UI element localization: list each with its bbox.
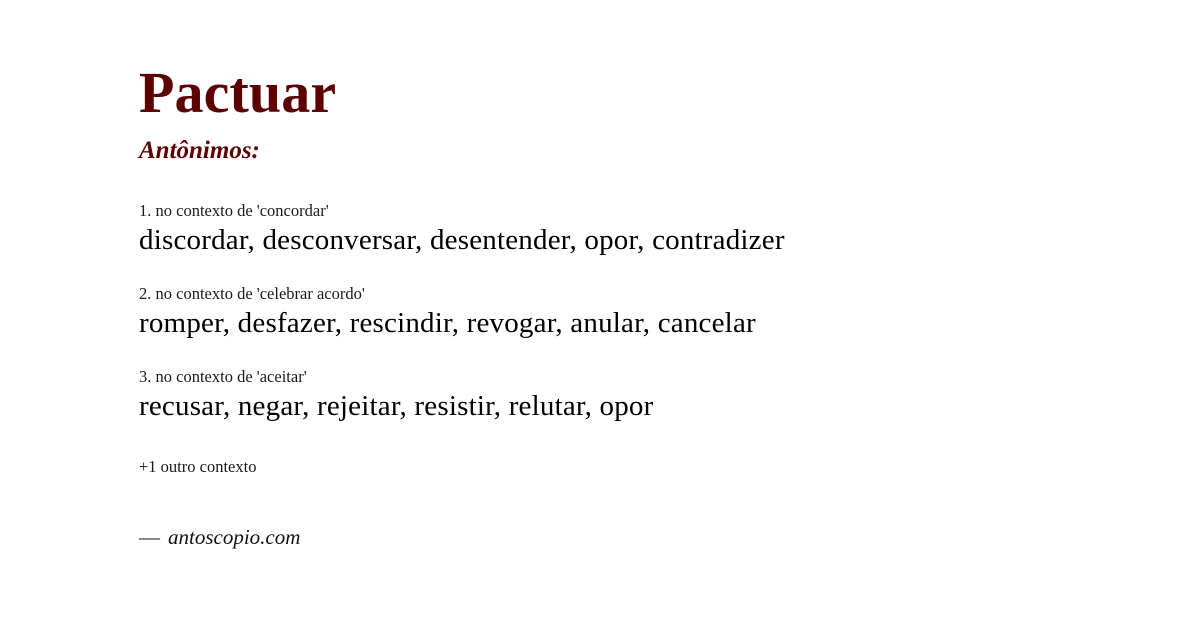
page-title: Pactuar	[139, 60, 337, 125]
sense-context: 3. no contexto de 'aceitar'	[139, 367, 307, 387]
sense-words: romper, desfazer, rescindir, revogar, anular, cancelar	[139, 306, 756, 339]
sense-words: discordar, desconversar, desentender, opor, contradizer	[139, 223, 785, 256]
sense-list	[139, 163, 1200, 424]
list-item	[139, 201, 1200, 258]
more-contexts-note: +1 outro contexto	[139, 457, 257, 477]
section-subtitle: Antônimos:	[139, 137, 260, 164]
list-item	[139, 284, 1200, 341]
sense-context: 2. no contexto de 'celebrar acordo'	[139, 284, 365, 304]
source-label: antoscopio.com	[168, 525, 301, 550]
source-attribution	[139, 477, 1200, 550]
sense-context: 1. no contexto de 'concordar'	[139, 201, 329, 220]
list-item	[139, 367, 1200, 424]
sense-words: recusar, negar, rejeitar, resistir, relutar, opor	[139, 389, 654, 422]
em-dash: —	[139, 525, 160, 550]
